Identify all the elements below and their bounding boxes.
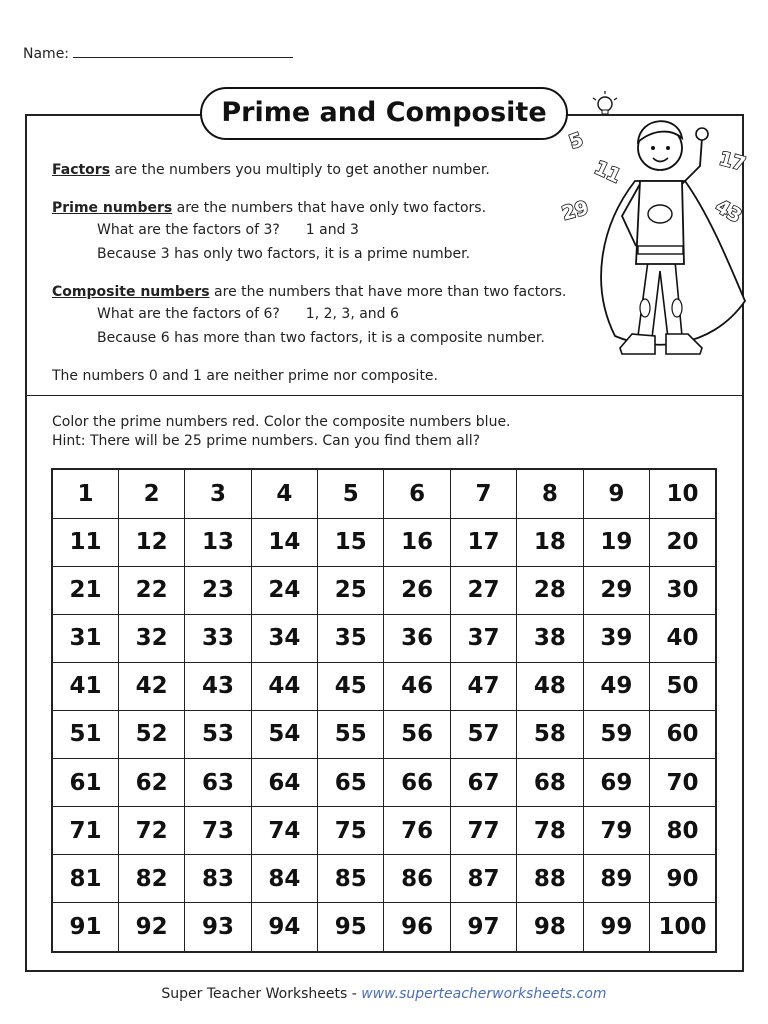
number-cell[interactable]: 98 [517, 903, 583, 952]
grid-row [52, 614, 716, 662]
hero-number-11: 11 [590, 156, 625, 188]
lightbulb-icon [598, 97, 612, 111]
number-cell[interactable]: 30 [650, 566, 716, 614]
number-cell[interactable]: 93 [185, 903, 251, 952]
number-cell[interactable]: 33 [185, 614, 251, 662]
number-cell[interactable]: 88 [517, 855, 583, 903]
number-cell[interactable]: 52 [118, 710, 184, 758]
number-cell[interactable]: 91 [52, 903, 118, 952]
number-cell[interactable]: 53 [185, 710, 251, 758]
grid-row [52, 566, 716, 614]
hero-number-43: 43 [711, 195, 746, 228]
number-cell[interactable]: 17 [450, 518, 516, 566]
grid-row [52, 903, 716, 952]
number-cell[interactable]: 62 [118, 759, 184, 807]
number-cell[interactable]: 6 [384, 469, 450, 518]
number-cell[interactable]: 38 [517, 614, 583, 662]
number-cell[interactable]: 100 [650, 903, 716, 952]
number-cell[interactable]: 22 [118, 566, 184, 614]
composite-explanation: Because 6 has more than two factors, it is a composite number. [97, 330, 545, 346]
number-cell[interactable]: 51 [52, 710, 118, 758]
prime-text: are the numbers that have only two factors. [172, 200, 487, 216]
number-cell[interactable]: 48 [517, 662, 583, 710]
number-cell[interactable]: 63 [185, 759, 251, 807]
number-cell[interactable]: 18 [517, 518, 583, 566]
number-cell[interactable]: 5 [318, 469, 384, 518]
name-blank-line[interactable] [73, 44, 293, 58]
number-cell[interactable]: 60 [650, 710, 716, 758]
hero-number-5: 5 [566, 128, 587, 154]
grid-row [52, 759, 716, 807]
superhero-illustration [560, 86, 760, 366]
number-cell[interactable]: 10 [650, 469, 716, 518]
number-cell[interactable]: 82 [118, 855, 184, 903]
number-cell[interactable]: 72 [118, 807, 184, 855]
number-cell[interactable]: 54 [251, 710, 317, 758]
number-cell[interactable]: 23 [185, 566, 251, 614]
name-label: Name: [23, 46, 70, 62]
brain-emblem-shape [648, 205, 672, 223]
number-cell[interactable]: 9 [583, 469, 649, 518]
number-cell[interactable]: 90 [650, 855, 716, 903]
number-cell[interactable]: 45 [318, 662, 384, 710]
prime-question-line [97, 221, 359, 239]
number-cell[interactable]: 42 [118, 662, 184, 710]
grid-row [52, 518, 716, 566]
number-cell[interactable]: 32 [118, 614, 184, 662]
number-cell[interactable]: 97 [450, 903, 516, 952]
number-cell[interactable]: 50 [650, 662, 716, 710]
number-cell[interactable]: 14 [251, 518, 317, 566]
number-cell[interactable]: 36 [384, 614, 450, 662]
number-cell[interactable]: 66 [384, 759, 450, 807]
number-cell[interactable]: 57 [450, 710, 516, 758]
number-cell[interactable]: 34 [251, 614, 317, 662]
number-cell[interactable]: 1 [52, 469, 118, 518]
number-cell[interactable]: 24 [251, 566, 317, 614]
number-cell[interactable]: 26 [384, 566, 450, 614]
number-cell[interactable]: 31 [52, 614, 118, 662]
number-cell[interactable]: 73 [185, 807, 251, 855]
number-cell[interactable]: 71 [52, 807, 118, 855]
grid-row [52, 807, 716, 855]
number-cell[interactable]: 81 [52, 855, 118, 903]
number-cell[interactable]: 94 [251, 903, 317, 952]
number-cell[interactable]: 12 [118, 518, 184, 566]
composite-answer: 1, 2, 3, and 6 [305, 306, 399, 322]
neither-note: The numbers 0 and 1 are neither prime nor composite. [52, 368, 438, 384]
footer-url-link[interactable]: www.superteacherworksheets.com [361, 986, 607, 1002]
number-cell[interactable]: 76 [384, 807, 450, 855]
number-cell[interactable]: 64 [251, 759, 317, 807]
number-cell[interactable]: 74 [251, 807, 317, 855]
number-cell[interactable]: 25 [318, 566, 384, 614]
number-cell[interactable]: 67 [450, 759, 516, 807]
number-cell[interactable]: 59 [583, 710, 649, 758]
prime-explanation: Because 3 has only two factors, it is a prime number. [97, 246, 471, 262]
grid-row [52, 710, 716, 758]
footer [0, 986, 768, 1002]
number-cell[interactable]: 96 [384, 903, 450, 952]
composite-term: Composite numbers [52, 284, 210, 300]
number-cell[interactable]: 7 [450, 469, 516, 518]
number-cell[interactable]: 80 [650, 807, 716, 855]
number-cell[interactable]: 8 [517, 469, 583, 518]
number-cell[interactable]: 3 [185, 469, 251, 518]
number-cell[interactable]: 37 [450, 614, 516, 662]
number-cell[interactable]: 29 [583, 566, 649, 614]
number-cell[interactable]: 46 [384, 662, 450, 710]
number-cell[interactable]: 75 [318, 807, 384, 855]
number-cell[interactable]: 77 [450, 807, 516, 855]
section-divider [25, 395, 744, 396]
number-cell[interactable]: 20 [650, 518, 716, 566]
number-cell[interactable]: 99 [583, 903, 649, 952]
number-cell[interactable]: 69 [583, 759, 649, 807]
number-cell[interactable]: 49 [583, 662, 649, 710]
number-cell[interactable]: 40 [650, 614, 716, 662]
name-field[interactable] [23, 44, 293, 62]
number-cell[interactable]: 41 [52, 662, 118, 710]
number-cell[interactable]: 70 [650, 759, 716, 807]
number-cell[interactable]: 79 [583, 807, 649, 855]
number-cell[interactable]: 47 [450, 662, 516, 710]
composite-question-line [97, 305, 399, 323]
number-cell[interactable]: 58 [517, 710, 583, 758]
number-cell[interactable]: 92 [118, 903, 184, 952]
hundreds-chart [51, 468, 717, 953]
number-cell[interactable]: 27 [450, 566, 516, 614]
prime-definition [52, 199, 486, 217]
number-cell[interactable]: 11 [52, 518, 118, 566]
number-cell[interactable]: 16 [384, 518, 450, 566]
number-cell[interactable]: 87 [450, 855, 516, 903]
number-cell[interactable]: 78 [517, 807, 583, 855]
number-cell[interactable]: 44 [251, 662, 317, 710]
number-cell[interactable]: 19 [583, 518, 649, 566]
number-cell[interactable]: 15 [318, 518, 384, 566]
footer-brand: Super Teacher Worksheets - [161, 986, 362, 1002]
instruction-line-1: Color the prime numbers red. Color the composite numbers blue. [52, 414, 511, 430]
number-cell[interactable]: 68 [517, 759, 583, 807]
page-title: Prime and Composite [200, 87, 568, 140]
number-cell[interactable]: 2 [118, 469, 184, 518]
grid-row [52, 662, 716, 710]
grid-row [52, 855, 716, 903]
prime-term: Prime numbers [52, 200, 173, 216]
factors-text: are the numbers you multiply to get another number. [110, 162, 490, 178]
hundreds-chart-body [52, 469, 716, 952]
factors-term: Factors [52, 162, 111, 178]
prime-question: What are the factors of 3? [97, 222, 280, 238]
grid-row [52, 469, 716, 518]
number-cell[interactable]: 95 [318, 903, 384, 952]
number-cell[interactable]: 83 [185, 855, 251, 903]
composite-question: What are the factors of 6? [97, 306, 280, 322]
number-cell[interactable]: 86 [384, 855, 450, 903]
number-cell[interactable]: 65 [318, 759, 384, 807]
number-cell[interactable]: 21 [52, 566, 118, 614]
number-cell[interactable]: 89 [583, 855, 649, 903]
number-cell[interactable]: 85 [318, 855, 384, 903]
composite-definition [52, 283, 566, 301]
number-cell[interactable]: 56 [384, 710, 450, 758]
number-cell[interactable]: 35 [318, 614, 384, 662]
number-cell[interactable]: 84 [251, 855, 317, 903]
number-cell[interactable]: 13 [185, 518, 251, 566]
number-cell[interactable]: 39 [583, 614, 649, 662]
number-cell[interactable]: 61 [52, 759, 118, 807]
composite-text: are the numbers that have more than two factors. [209, 284, 567, 300]
factors-definition [52, 161, 490, 179]
hero-number-17: 17 [716, 147, 748, 176]
number-cell[interactable]: 28 [517, 566, 583, 614]
prime-answer: 1 and 3 [305, 222, 359, 238]
instruction-line-2: Hint: There will be 25 prime numbers. Can you find them all? [52, 433, 481, 449]
number-cell[interactable]: 4 [251, 469, 317, 518]
hero-number-29: 29 [560, 196, 591, 225]
number-cell[interactable]: 43 [185, 662, 251, 710]
number-cell[interactable]: 55 [318, 710, 384, 758]
